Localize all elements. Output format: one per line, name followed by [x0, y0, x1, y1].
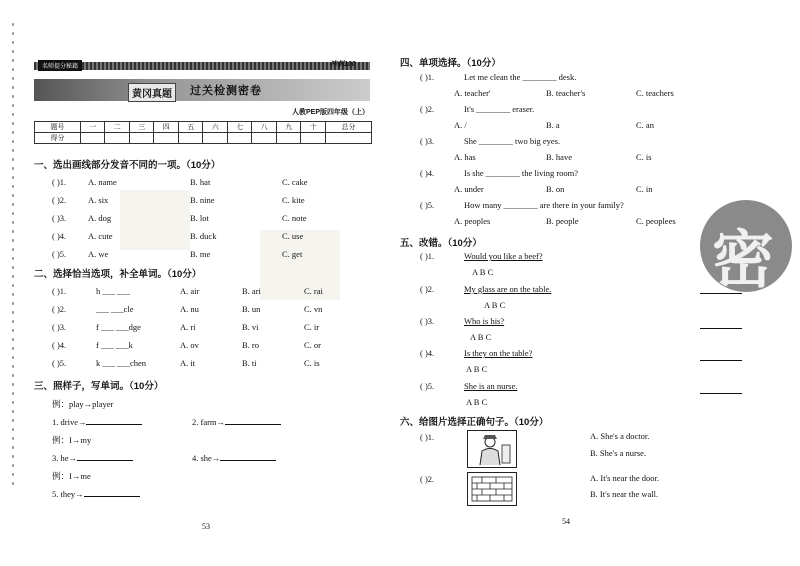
option-c[interactable]: C. or [304, 340, 321, 350]
question-text: How many ________ are there in your family? [464, 200, 624, 210]
title-logo: 黄冈真题 [128, 83, 176, 102]
sentence: My glass are on the table. [464, 284, 552, 294]
option-b[interactable]: B. duck [190, 231, 217, 241]
score-header-cell: 十 [301, 122, 326, 133]
question-number[interactable]: ( )4. [52, 231, 67, 241]
question-text: Let me clean the ________ desk. [464, 72, 577, 82]
option-b[interactable]: B. lot [190, 213, 209, 223]
score-input[interactable] [105, 133, 130, 144]
option-c[interactable]: C. use [282, 231, 304, 241]
nurse-icon [468, 431, 516, 467]
option-a[interactable]: A. has [454, 152, 476, 162]
score-table [34, 121, 372, 144]
question-3-label: 3. he→ [52, 453, 78, 463]
sentence: Is they on the table? [464, 348, 533, 358]
question-1-label: 1. drive→ [52, 417, 87, 427]
question-number[interactable]: ( )1. [420, 432, 435, 442]
word-blank: f ___ ___k [96, 340, 133, 350]
score-header-cell: 七 [227, 122, 252, 133]
wall-picture [467, 472, 517, 506]
score-input[interactable] [154, 133, 179, 144]
score-header-cell: 五 [178, 122, 203, 133]
option-c[interactable]: C. teachers [636, 88, 674, 98]
option-c[interactable]: C. is [304, 358, 320, 368]
option-c[interactable]: C. rai [304, 286, 323, 296]
section-3-title: 三、照样子，写单词。（10分） [34, 381, 164, 392]
question-number[interactable]: ( )3. [52, 213, 67, 223]
score-input[interactable] [178, 133, 203, 144]
option-a[interactable]: A. She's a doctor. [590, 431, 650, 441]
brand-label: 冲刺100 [330, 61, 356, 68]
score-input[interactable] [129, 133, 154, 144]
sentence: She is an nurse. [464, 381, 518, 391]
option-a[interactable]: A. ov [180, 340, 199, 350]
score-header-cell: 八 [252, 122, 277, 133]
choice-letters[interactable]: A B C [466, 397, 488, 407]
question-number[interactable]: ( )3. [52, 322, 67, 332]
seal-character: 密 [712, 223, 775, 296]
option-a[interactable]: A. under [454, 184, 484, 194]
page-number: 54 [562, 517, 570, 526]
option-a[interactable]: A. cute [88, 231, 113, 241]
question-number[interactable]: ( )2. [420, 284, 435, 294]
option-a[interactable]: A. It's near the door. [590, 473, 660, 483]
option-a[interactable]: A. ri [180, 322, 196, 332]
question-3 [52, 452, 133, 463]
margin-line [700, 393, 742, 394]
option-c[interactable]: C. kite [282, 195, 305, 205]
option-a[interactable]: A. name [88, 177, 117, 187]
score-header-cell: 九 [276, 122, 301, 133]
page-title: 过关检测密卷 [190, 85, 262, 97]
option-c[interactable]: C. get [282, 249, 303, 259]
score-header-cell: 六 [203, 122, 228, 133]
question-number[interactable]: ( )3. [420, 136, 435, 146]
question-5-label: 5. they→ [52, 489, 84, 499]
section-1-title: 一、选出画线部分发音不同的一项。（10分） [34, 160, 221, 171]
sentence: Who is his? [464, 316, 505, 326]
option-a[interactable]: A. teacher' [454, 88, 491, 98]
question-1 [52, 416, 142, 427]
brick-wall-icon [468, 473, 516, 505]
option-a[interactable]: A. dog [88, 213, 112, 223]
question-text: Is she ________ the living room? [464, 168, 579, 178]
option-b[interactable]: B. ti [242, 358, 257, 368]
option-b[interactable]: B. a [546, 120, 560, 130]
choice-letters[interactable]: A B C [472, 267, 494, 277]
question-5 [52, 488, 140, 499]
question-text: She ________ two big eyes. [464, 136, 561, 146]
section-6-title: 六、给图片选择正确句子。（10分） [400, 417, 549, 428]
option-c[interactable]: C. vn [304, 304, 323, 314]
answer-blank[interactable] [77, 452, 133, 461]
score-input[interactable] [276, 133, 301, 144]
score-input[interactable] [227, 133, 252, 144]
question-number[interactable]: ( )5. [52, 358, 67, 368]
word-blank: h ___ ___ [96, 286, 130, 296]
score-header-cell: 总分 [325, 122, 371, 133]
option-b[interactable]: B. on [546, 184, 565, 194]
question-number[interactable]: ( )5. [420, 200, 435, 210]
question-number[interactable]: ( )2. [420, 474, 435, 484]
word-blank: ___ ___cle [96, 304, 134, 314]
question-number[interactable]: ( )4. [52, 340, 67, 350]
option-b[interactable]: B. It's near the wall. [590, 489, 659, 499]
option-c[interactable]: C. note [282, 213, 307, 223]
section-4-title: 四、单项选择。（10分） [400, 58, 501, 69]
word-blank: f ___ ___dge [96, 322, 141, 332]
option-b[interactable]: B. have [546, 152, 572, 162]
margin-line [700, 293, 742, 294]
option-b[interactable]: B. She's a nurse. [590, 448, 647, 458]
choice-letters[interactable]: A B C [470, 332, 492, 342]
score-header-cell: 三 [129, 122, 154, 133]
header-stripe [34, 62, 370, 70]
question-4 [192, 452, 276, 463]
question-number[interactable]: ( )2. [420, 104, 435, 114]
score-header-cell: 一 [80, 122, 105, 133]
question-number[interactable]: ( )5. [52, 249, 67, 259]
series-badge: 名师提分秘籍 [38, 60, 82, 71]
score-row-label: 得分 [35, 133, 81, 144]
question-4-label: 4. she→ [192, 453, 221, 463]
answer-blank[interactable] [84, 488, 140, 497]
option-c[interactable]: C. peoplees [636, 216, 676, 226]
option-b[interactable]: B. people [546, 216, 579, 226]
option-c[interactable]: C. an [636, 120, 654, 130]
option-a[interactable]: A. six [88, 195, 109, 205]
option-b[interactable]: B. me [190, 249, 211, 259]
question-text: It's ________ eraser. [464, 104, 535, 114]
choice-letters[interactable]: A B C [484, 300, 506, 310]
nurse-picture [467, 430, 517, 468]
question-number[interactable]: ( )4. [420, 168, 435, 178]
question-number[interactable]: ( )1. [420, 251, 435, 261]
scan-smudge [120, 190, 190, 250]
question-number[interactable]: ( )2. [52, 195, 67, 205]
score-input[interactable] [325, 133, 371, 144]
word-blank: k ___ ___chen [96, 358, 147, 368]
option-c[interactable]: C. cake [282, 177, 308, 187]
choice-letters[interactable]: A B C [466, 364, 488, 374]
page-number: 53 [202, 522, 210, 531]
option-a[interactable]: A. air [180, 286, 200, 296]
option-a[interactable]: A. / [454, 120, 467, 130]
question-2-label: 2. farm→ [192, 417, 226, 427]
option-b[interactable]: B. hat [190, 177, 211, 187]
margin-line [700, 360, 742, 361]
margin-line [700, 328, 742, 329]
option-b[interactable]: B. teacher's [546, 88, 586, 98]
binding-dots [10, 20, 16, 490]
option-b[interactable]: B. vi [242, 322, 259, 332]
option-c[interactable]: C. ir [304, 322, 320, 332]
option-b[interactable]: B. ari [242, 286, 261, 296]
section-2-title: 二、选择恰当选项，补全单词。（10分） [34, 269, 202, 280]
sentence: Would you like a beef? [464, 251, 543, 261]
score-header-cell: 四 [154, 122, 179, 133]
edition-label: 人教PEP版四年级（上） [292, 109, 370, 116]
question-number[interactable]: ( )1. [420, 72, 435, 82]
option-b[interactable]: B. ro [242, 340, 259, 350]
option-c[interactable]: C. in [636, 184, 653, 194]
question-number[interactable]: ( )5. [420, 381, 435, 391]
option-a[interactable]: A. we [88, 249, 109, 259]
score-input[interactable] [252, 133, 277, 144]
example-2: 例：I→my [52, 435, 92, 445]
example-1: 例：play→player [52, 399, 114, 409]
option-c[interactable]: C. is [636, 152, 652, 162]
score-input[interactable] [80, 133, 105, 144]
answer-blank[interactable] [86, 416, 142, 425]
score-input[interactable] [301, 133, 326, 144]
option-a[interactable]: A. nu [180, 304, 199, 314]
score-header-cell: 题号 [35, 122, 81, 133]
example-3: 例：I→me [52, 471, 91, 481]
score-header-cell: 二 [105, 122, 130, 133]
option-a[interactable]: A. it [180, 358, 196, 368]
question-2 [192, 416, 281, 427]
answer-blank[interactable] [220, 452, 276, 461]
section-5-title: 五、改错。（10分） [400, 238, 482, 249]
option-b[interactable]: B. un [242, 304, 261, 314]
score-input[interactable] [203, 133, 228, 144]
question-number[interactable]: ( )4. [420, 348, 435, 358]
question-number[interactable]: ( )1. [52, 177, 67, 187]
option-a[interactable]: A. peoples [454, 216, 491, 226]
answer-blank[interactable] [225, 416, 281, 425]
question-number[interactable]: ( )1. [52, 286, 67, 296]
question-number[interactable]: ( )3. [420, 316, 435, 326]
question-number[interactable]: ( )2. [52, 304, 67, 314]
option-b[interactable]: B. nine [190, 195, 215, 205]
